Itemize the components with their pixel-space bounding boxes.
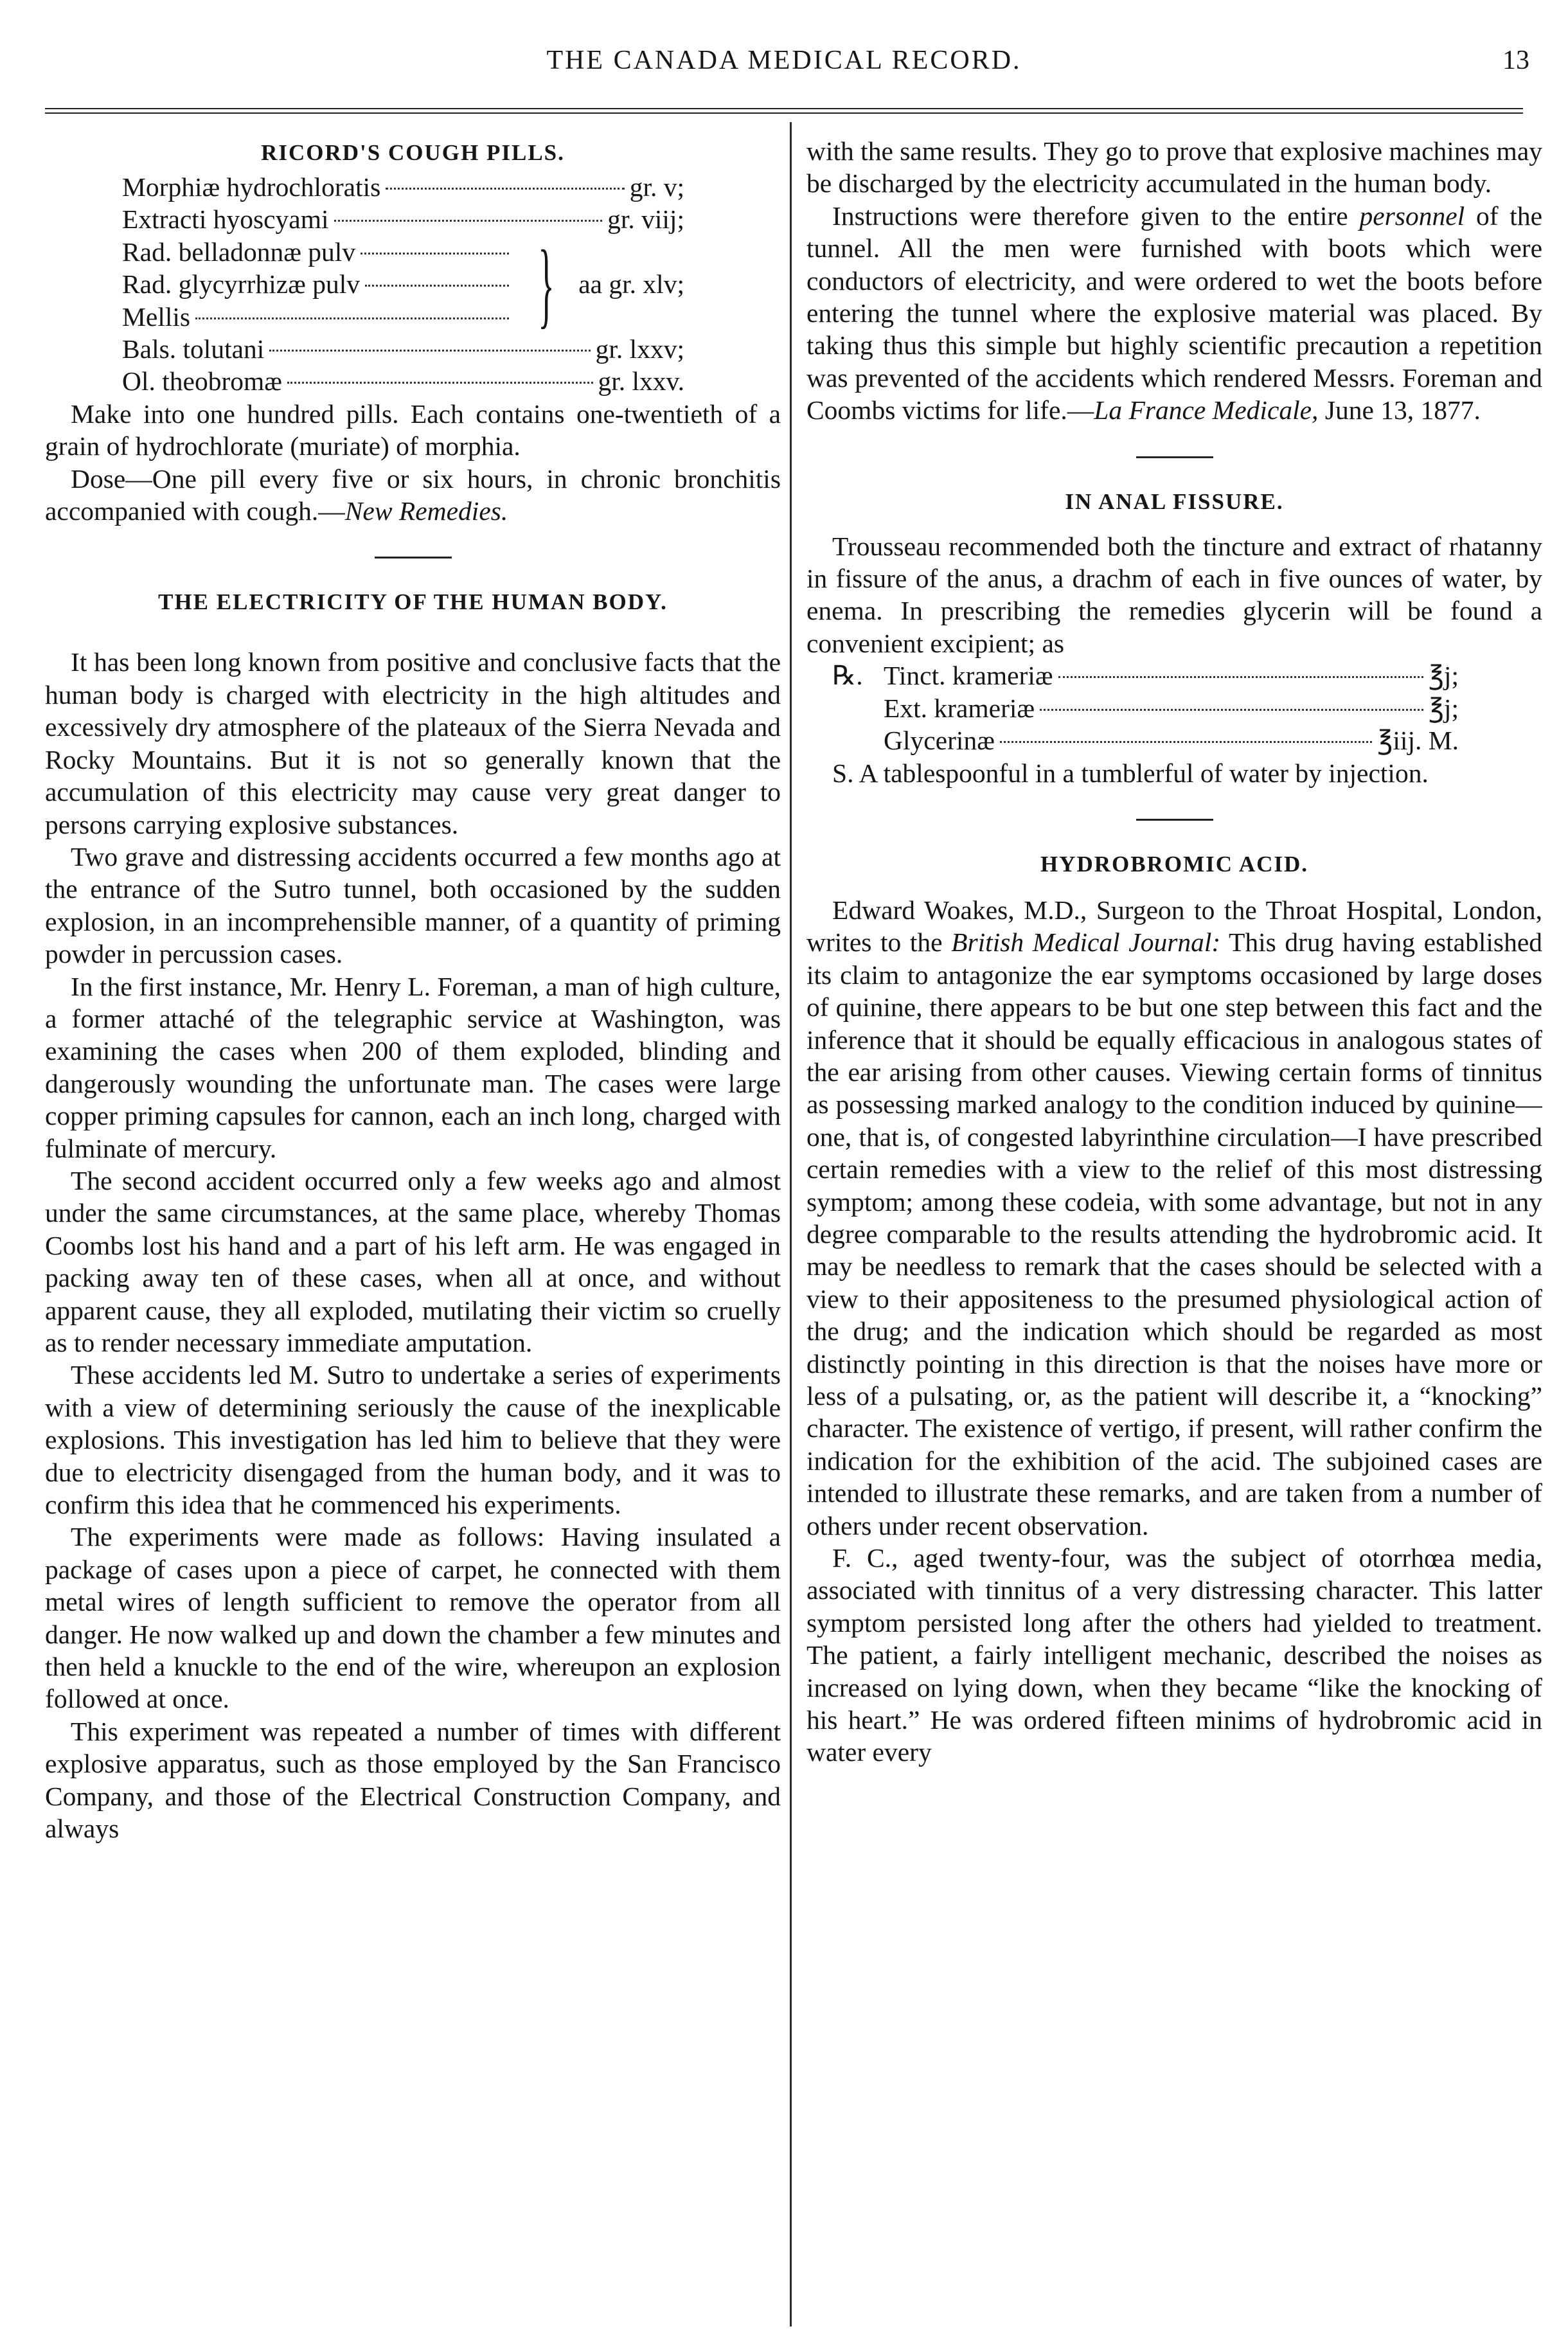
formula-line — [122, 203, 684, 235]
leader-dots — [386, 188, 624, 190]
paragraph: The second accident occurred only a few weeks ago and almost under the same circumstances, at the same place, whereby Thomas Coombs lost his hand and a part of his left arm. He was engaged in packing away ten of these cases, when all at once, and without apparent cause, they all exploded, mutilating their victim so cruelly as to render necessary immediate amputation. — [45, 1165, 781, 1357]
section-divider — [375, 557, 452, 558]
formula-line — [832, 692, 1459, 724]
paragraph: Dose—One pill every five or six hours, in chronic bronchitis accompanied with cough.—New Remedies. — [45, 463, 781, 526]
section-divider — [1136, 819, 1213, 821]
leader-dots — [1000, 741, 1373, 743]
formula-line — [832, 659, 1459, 692]
grouped-ingredients — [122, 231, 684, 338]
paragraph: In the first instance, Mr. Henry L. Foreman, a man of high culture, a former attaché of the telegraphic service at Washington, was examining the cases when 200 of them exploded, blinding and dangerously wounding the unfortunate man. The cases were large copper priming capsules for cannon, each an inch long, charged with fulminate of mercury. — [45, 971, 781, 1163]
ingredient-dose: gr. v; — [629, 172, 684, 202]
prescription-formula — [45, 171, 781, 398]
journal-title: THE CANADA MEDICAL RECORD. — [546, 46, 1022, 75]
ingredient-name: Extracti hyoscyami — [122, 204, 329, 235]
ingredient-name: Glycerinæ — [884, 726, 995, 756]
leader-dots — [334, 220, 603, 222]
ingredient-dose: aa gr. xlv; — [578, 269, 684, 299]
paragraph: Instructions were therefore given to the entire personnel of the tunnel. All the men were furnished with boots which were conductors of electricity, and were ordered to wet the boots before entering the tunnel where the explosive material was placed. By taking thus this simple but highly scientific precaution a repetition was prevented of the accidents which rendered Messrs. Foreman and Coombs victims for life.—La France Medicale, June 13, 1877. — [806, 201, 1542, 425]
recipe-symbol: ℞. — [832, 661, 863, 691]
ingredient-dose: ℥iij. M. — [1377, 726, 1459, 756]
ingredient-dose: gr. lxxv. — [598, 366, 684, 397]
ingredient-name: Ol. theobromæ — [122, 366, 282, 397]
leader-dots — [269, 350, 590, 352]
formula-line — [832, 724, 1459, 756]
source-citation: British Medical Journal: — [951, 927, 1221, 958]
paragraph: These accidents led M. Sutro to undertake a series of experiments with a view of determining seriously the cause of the inexplicable explosions. This investigation has led him to believe that they were due to electricity disengaged from the human body, and it was to confirm this idea that he commenced his experiments. — [45, 1360, 781, 1520]
right-column — [806, 135, 1542, 2333]
paragraph: F. C., aged twenty-four, was the subject of otorrhœa media, associated with tinnitus of a very distressing character. This latter symptom persisted long after the others had yielded to treatment. The patient, a fairly intelligent mechanic, described the noises as increased on lying down, when they became “like the knocking of his heart.” He was ordered fifteen minims of hydrobromic acid in water every — [806, 1543, 1542, 1767]
formula-line — [122, 301, 514, 333]
leader-dots — [195, 317, 509, 319]
ingredient-name: Rad. belladonnæ pulv — [122, 237, 356, 267]
paragraph: Make into one hundred pills. Each contains one-twentieth of a grain of hydrochlorate (muriate) of morphia. — [45, 398, 781, 461]
left-column — [45, 135, 781, 2333]
article-hydrobromic-acid — [806, 846, 1542, 1769]
formula-line — [122, 268, 514, 300]
article-heading: HYDROBROMIC ACID. — [1040, 851, 1309, 877]
formula-line — [122, 171, 684, 203]
column-divider — [790, 122, 792, 2327]
leader-dots — [1058, 676, 1423, 678]
ingredient-dose: gr. lxxv; — [595, 334, 684, 364]
paragraph: with the same results. They go to prove that explosive machines may be discharged by the electricity accumulated in the human body. — [806, 136, 1542, 199]
article-heading: THE ELECTRICITY OF THE HUMAN BODY. — [158, 589, 668, 615]
paragraph: Edward Woakes, M.D., Surgeon to the Throat Hospital, London, writes to the British Medical Journal: This drug having established its claim to antagonize the ear symptoms occasioned by large doses of quinine, there appears to be but one step between this fact and the inference that it should be equally efficacious in analogous states of the ear arising from other causes. Viewing certain forms of tinnitus as possessing marked analogy to the condition induced by quinine—one, that is, of congested labyrinthine circulation—I have prescribed certain remedies with a view to the relief of this most distressing symptom; among these codeia, with some advantage, but not in any degree comparable to the results attending the hydrobromic acid. It may be needless to remark that the cases should be selected with a view to their appositeness to the presumed physiological action of the drug; and the indication which should be regarded as most distinctly pointing in this direction is that the noises have more or less of a pulsating, or, as the patient will describe it, a “knocking” character. The existence of vertigo, if present, will rather confirm the indication for the exhibition of the acid. The subjoined cases are intended to illustrate these remarks, and are taken from a number of others under recent observation. — [806, 895, 1542, 1541]
paragraph: S. A tablespoonful in a tumblerful of water by injection. — [832, 758, 1429, 788]
ingredient-name: Ext. krameriæ — [884, 693, 1035, 723]
section-divider — [1136, 456, 1213, 458]
source-citation: La France Medicale, — [1094, 395, 1319, 425]
ingredient-dose: ℥j; — [1428, 661, 1459, 691]
paragraph: Two grave and distressing accidents occurred a few months ago at the entrance of the Sutro tunnel, both occasioned by the sudden explosion, in an incomprehensible manner, of a quantity of priming powder in percussion cases. — [45, 841, 781, 969]
ingredient-name: Morphiæ hydrochloratis — [122, 172, 381, 202]
source-citation: New Remedies. — [344, 496, 508, 526]
formula-line — [122, 365, 684, 397]
article-heading: IN ANAL FISSURE. — [1065, 488, 1284, 514]
ingredient-dose: gr. viij; — [607, 204, 684, 235]
brace-symbol: } — [538, 231, 555, 338]
ingredient-name: Rad. glycyrrhizæ pulv — [122, 269, 360, 299]
paragraph: The experiments were made as follows: Having insulated a package of cases upon a piece of carpet, he connected with them metal wires of length sufficient to remove the operator from all danger. He now walked up and down the chamber a few minutes and then held a knuckle to the end of the wire, whereupon an explosion followed at once. — [45, 1522, 781, 1714]
formula-line — [122, 236, 514, 268]
article-electricity — [45, 584, 781, 1844]
leader-dots — [1040, 709, 1423, 711]
page-number: 13 — [1502, 46, 1529, 75]
ingredient-name: Mellis — [122, 301, 191, 332]
article-heading: RICORD'S COUGH PILLS. — [261, 140, 565, 165]
paragraph: This experiment was repeated a number of times with different explosive apparatus, such as those employed by the San Francisco Company, and those of the Electrical Construction Company, and always — [45, 1716, 781, 1844]
formula-line — [122, 333, 684, 365]
leader-dots — [287, 382, 593, 384]
ingredient-dose: ℥j; — [1428, 693, 1459, 723]
article-ricord-cough-pills — [45, 135, 781, 527]
article-anal-fissure — [806, 484, 1542, 789]
header-rule — [45, 108, 1523, 114]
running-head — [39, 40, 1529, 91]
paragraph: It has been long known from positive and conclusive facts that the human body is charged with electricity in the high altitudes and excessively dry atmosphere of the plateaux of the Sierra Nevada and Rocky Mountains. But it is not so generally known that the accumulation of this electricity may cause very great danger to persons carrying explosive substances. — [45, 647, 781, 839]
leader-dots — [365, 285, 509, 287]
ingredient-name: Bals. tolutani — [122, 334, 265, 364]
leader-dots — [361, 253, 509, 255]
prescription-formula — [806, 659, 1542, 756]
ingredient-name: Tinct. krameriæ — [884, 661, 1053, 691]
paragraph: Trousseau recommended both the tincture and extract of rhatanny in fissure of the anus, a drachm of each in five ounces of water, by enema. In prescribing the remedies glycerin will be found a convenient excipient; as — [806, 531, 1542, 658]
article-electricity-continued — [806, 135, 1542, 427]
